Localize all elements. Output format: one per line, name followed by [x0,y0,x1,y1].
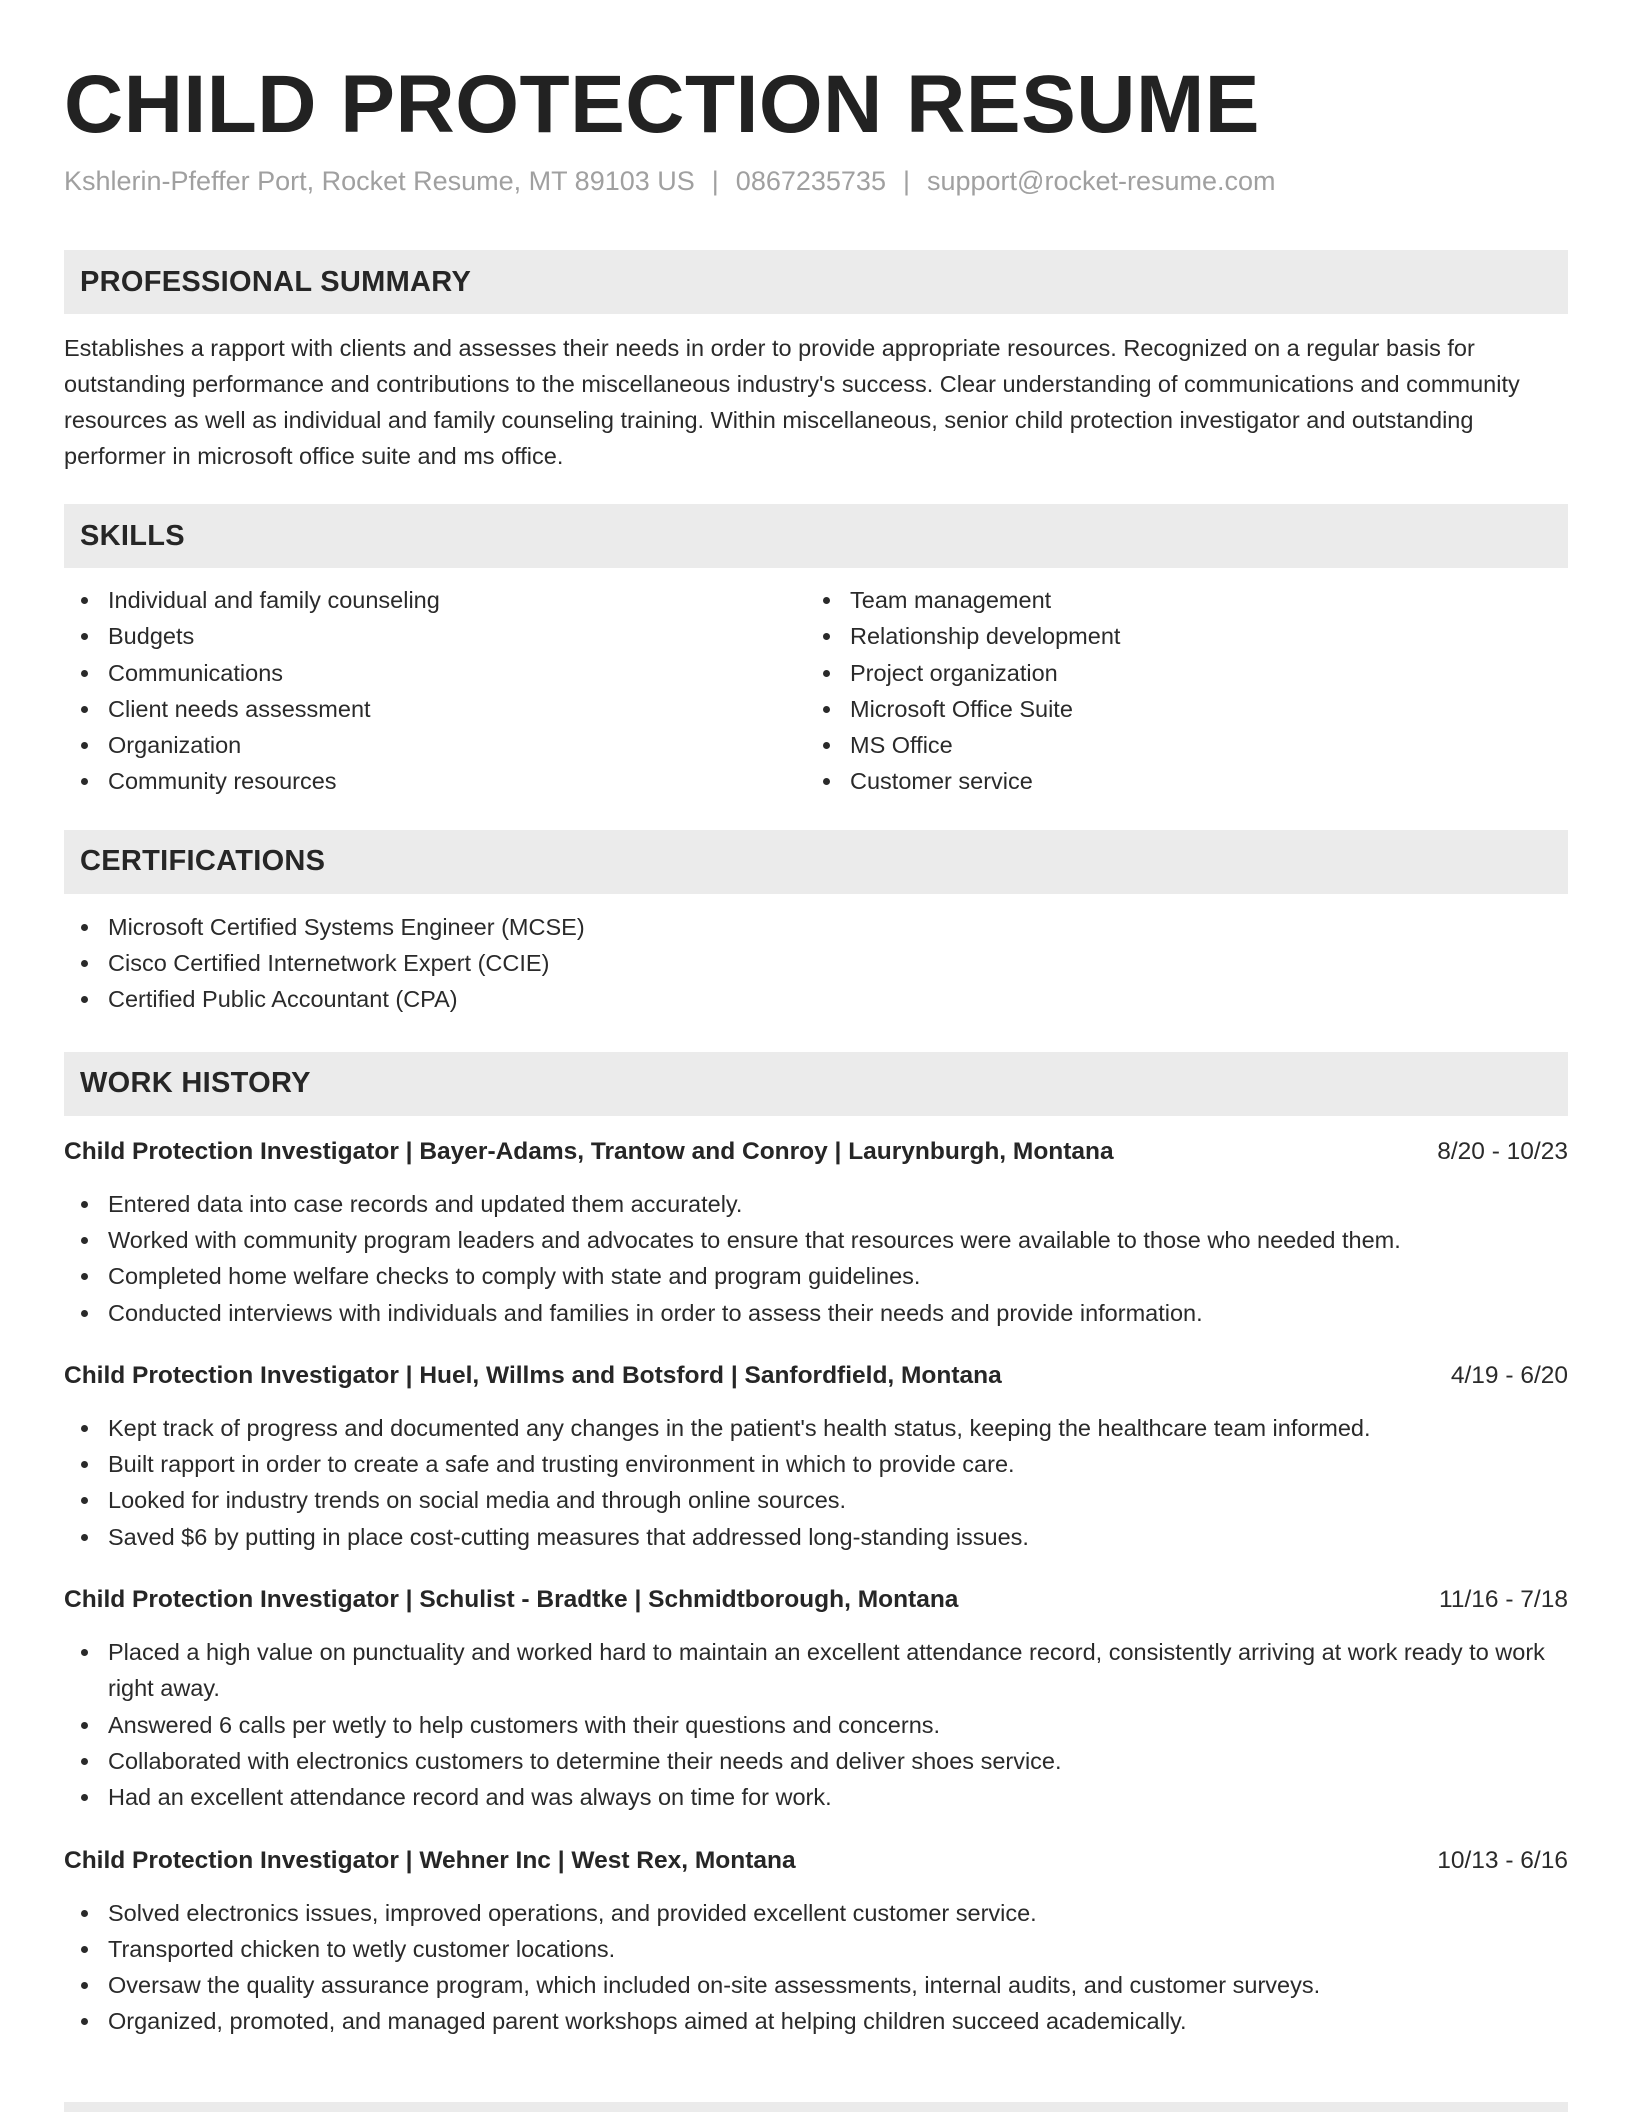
job-duties-list [64,1634,1568,1815]
job-entry [64,1136,1568,1331]
job-header [64,1584,1568,1616]
job-duty: Worked with community program leaders and advocates to ensure that resources were available to those who needed them. [64,1222,1568,1258]
section-header-certifications [64,830,1568,894]
next-section-header-edge [64,2102,1568,2112]
certification-item: Certified Public Accountant (CPA) [64,981,1568,1017]
job-title: Child Protection Investigator | Wehner Inc | West Rex, Montana [64,1846,796,1874]
job-duty: Answered 6 calls per wetly to help customers with their questions and concerns. [64,1707,1568,1743]
job-duty: Solved electronics issues, improved operations, and provided excellent customer service. [64,1895,1568,1931]
job-entry [64,1360,1568,1555]
job-entry [64,1845,1568,2040]
job-title: Child Protection Investigator | Schulist - Bradtke | Schmidtborough, Montana [64,1586,959,1614]
job-duty: Oversaw the quality assurance program, which included on-site assessments, internal audits, and customer surveys. [64,1967,1568,2003]
skills-column-right [806,582,1548,800]
job-duty: Completed home welfare checks to comply with state and program guidelines. [64,1258,1568,1294]
job-duties-list [64,1186,1568,1331]
certification-item: Cisco Certified Internetwork Expert (CCIE) [64,945,1568,981]
job-duty: Conducted interviews with individuals and families in order to assess their needs and provide information. [64,1295,1568,1331]
job-header [64,1136,1568,1168]
job-dates: 10/13 - 6/16 [1437,1846,1568,1874]
contact-email[interactable]: support@rocket-resume.com [926,166,1276,196]
section-title: CERTIFICATIONS [80,845,326,878]
contact-separator: | [902,166,910,196]
job-duty: Transported chicken to wetly customer locations. [64,1931,1568,1967]
skill-item: Project organization [806,655,1548,691]
skills-list [806,582,1548,800]
section-title: PROFESSIONAL SUMMARY [80,265,472,298]
skills-grid [64,582,1568,800]
job-title: Child Protection Investigator | Bayer-Adams, Trantow and Conroy | Laurynburgh, Montana [64,1137,1114,1165]
skill-item: Customer service [806,763,1548,799]
job-dates: 11/16 - 7/18 [1439,1586,1568,1614]
section-header-work-history [64,1052,1568,1116]
contact-address: Kshlerin-Pfeffer Port, Rocket Resume, MT 89103 US [64,166,695,196]
skill-item: Client needs assessment [64,691,806,727]
job-duty: Placed a high value on punctuality and worked hard to maintain an excellent attendance record, consistently arriving at work ready to work right away. [64,1634,1568,1707]
job-duty: Collaborated with electronics customers to determine their needs and deliver shoes service. [64,1743,1568,1779]
job-title: Child Protection Investigator | Huel, Willms and Botsford | Sanfordfield, Montana [64,1361,1002,1389]
resume-page [64,0,1568,2040]
skill-item: Individual and family counseling [64,582,806,618]
job-duties-list [64,1895,1568,2040]
job-dates: 4/19 - 6/20 [1450,1361,1568,1389]
job-duty: Had an excellent attendance record and was always on time for work. [64,1779,1568,1815]
skill-item: Community resources [64,763,806,799]
job-dates: 8/20 - 10/23 [1437,1137,1568,1165]
certifications-list [64,909,1568,1018]
skill-item: Microsoft Office Suite [806,691,1548,727]
skills-column-left [64,582,806,800]
job-duty: Looked for industry trends on social media and through online sources. [64,1482,1568,1518]
skill-item: Communications [64,655,806,691]
section-header-skills [64,504,1568,568]
job-duty: Saved $6 by putting in place cost-cutting measures that addressed long-standing issues. [64,1519,1568,1555]
skill-item: Relationship development [806,618,1548,654]
resume-title: CHILD PROTECTION RESUME [64,59,1260,150]
job-duty: Organized, promoted, and managed parent workshops aimed at helping children succeed academically. [64,2003,1568,2039]
certification-item: Microsoft Certified Systems Engineer (MCSE) [64,909,1568,945]
job-duties-list [64,1410,1568,1555]
contact-phone: 0867235735 [735,166,886,196]
section-header-summary [64,250,1568,314]
job-duty: Built rapport in order to create a safe and trusting environment in which to provide care. [64,1446,1568,1482]
job-duty: Kept track of progress and documented any changes in the patient's health status, keeping the healthcare team informed. [64,1410,1568,1446]
skill-item: Team management [806,582,1548,618]
section-title: SKILLS [80,519,185,552]
skills-list [64,582,806,800]
skill-item: Organization [64,727,806,763]
contact-line [64,164,1568,198]
job-header [64,1845,1568,1877]
section-title: WORK HISTORY [80,1067,311,1100]
skill-item: Budgets [64,618,806,654]
job-header [64,1360,1568,1392]
summary-paragraph: Establishes a rapport with clients and assesses their needs in order to provide appropriate resources. Recognized on a regular basis for outstanding performance and contributions to the miscellaneous industry's success. Clear understanding of communications and community resources as well as individual and family counseling training. Within miscellaneous, senior child protection investigator and outstanding performer in microsoft office suite and ms office. [64,335,1520,469]
job-duty: Entered data into case records and updated them accurately. [64,1186,1568,1222]
skill-item: MS Office [806,727,1548,763]
job-entry [64,1584,1568,1815]
contact-separator: | [711,166,719,196]
